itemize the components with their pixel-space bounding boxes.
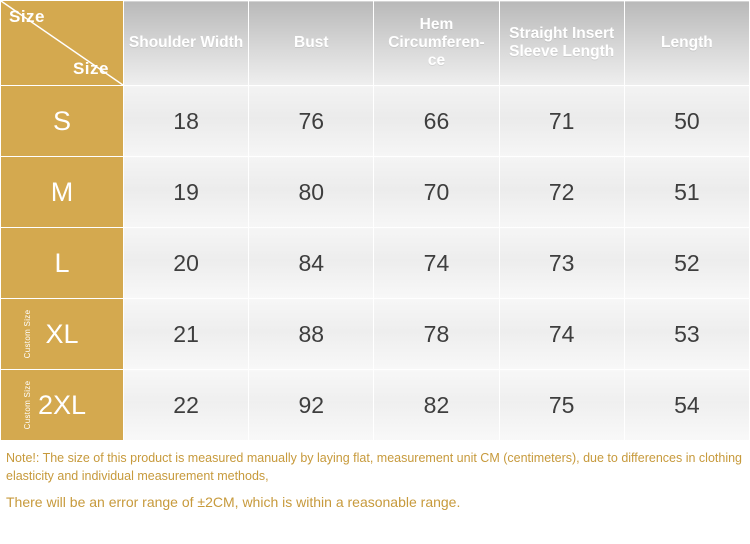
corner-header-cell (1, 1, 124, 86)
column-header-hem-circumference (374, 1, 499, 86)
table-row (1, 228, 750, 299)
column-header-label-line2: Circumferen- (388, 33, 485, 51)
cell-shoulder-width: 20 (124, 228, 249, 299)
note-line-1: Note!: The size of this product is measured manually by laying flat, measurement unit CM (centimeters), due to differences in clothing elasticity and individual measurement methods, (6, 451, 742, 484)
row-size-label-xl (1, 299, 124, 370)
cell-bust: 92 (249, 370, 374, 441)
table-row (1, 299, 750, 370)
column-header-label-line3: ce (427, 52, 446, 70)
table-header-row (1, 1, 750, 86)
column-header-label-line1: Hem (419, 15, 454, 33)
corner-label-top: Size (9, 7, 46, 26)
column-header-label: Shoulder Width (128, 33, 244, 51)
cell-sleeve-length: 73 (499, 228, 624, 299)
cell-sleeve-length: 74 (499, 299, 624, 370)
table-row (1, 86, 750, 157)
cell-hem-circumference: 70 (374, 157, 499, 228)
column-header-shoulder-width (124, 1, 249, 86)
row-size-label-xxl (1, 370, 124, 441)
column-header-bust (249, 1, 374, 86)
cell-bust: 88 (249, 299, 374, 370)
cell-length: 52 (624, 228, 749, 299)
corner-label-bottom: Size (72, 59, 109, 78)
cell-length: 51 (624, 157, 749, 228)
row-size-label: S (1, 86, 124, 157)
cell-length: 54 (624, 370, 749, 441)
cell-hem-circumference: 78 (374, 299, 499, 370)
row-size-label: L (1, 228, 124, 299)
cell-hem-circumference: 66 (374, 86, 499, 157)
table-row (1, 370, 750, 441)
measurement-note (0, 441, 750, 513)
row-size-label: M (1, 157, 124, 228)
custom-size-tag: Custom Size (22, 309, 32, 359)
column-header-label-line2: Sleeve Length (509, 43, 615, 60)
column-header-label: Length (661, 33, 713, 51)
row-size-label: 2XL (37, 389, 87, 420)
cell-shoulder-width: 19 (124, 157, 249, 228)
cell-length: 53 (624, 299, 749, 370)
cell-shoulder-width: 21 (124, 299, 249, 370)
column-header-label-line1: Straight Insert (509, 24, 615, 42)
cell-hem-circumference: 74 (374, 228, 499, 299)
cell-sleeve-length: 75 (499, 370, 624, 441)
cell-bust: 80 (249, 157, 374, 228)
column-header-sleeve-length (499, 1, 624, 86)
cell-hem-circumference: 82 (374, 370, 499, 441)
note-line-2: There will be an error range of ±2CM, which is within a reasonable range. (6, 494, 461, 511)
cell-bust: 76 (249, 86, 374, 157)
table-row (1, 157, 750, 228)
cell-sleeve-length: 72 (499, 157, 624, 228)
column-header-length (624, 1, 749, 86)
cell-sleeve-length: 71 (499, 86, 624, 157)
row-size-label: XL (45, 318, 79, 349)
custom-size-tag: Custom Size (22, 380, 32, 430)
cell-shoulder-width: 18 (124, 86, 249, 157)
cell-length: 50 (624, 86, 749, 157)
cell-shoulder-width: 22 (124, 370, 249, 441)
cell-bust: 84 (249, 228, 374, 299)
column-header-label: Bust (294, 33, 329, 51)
